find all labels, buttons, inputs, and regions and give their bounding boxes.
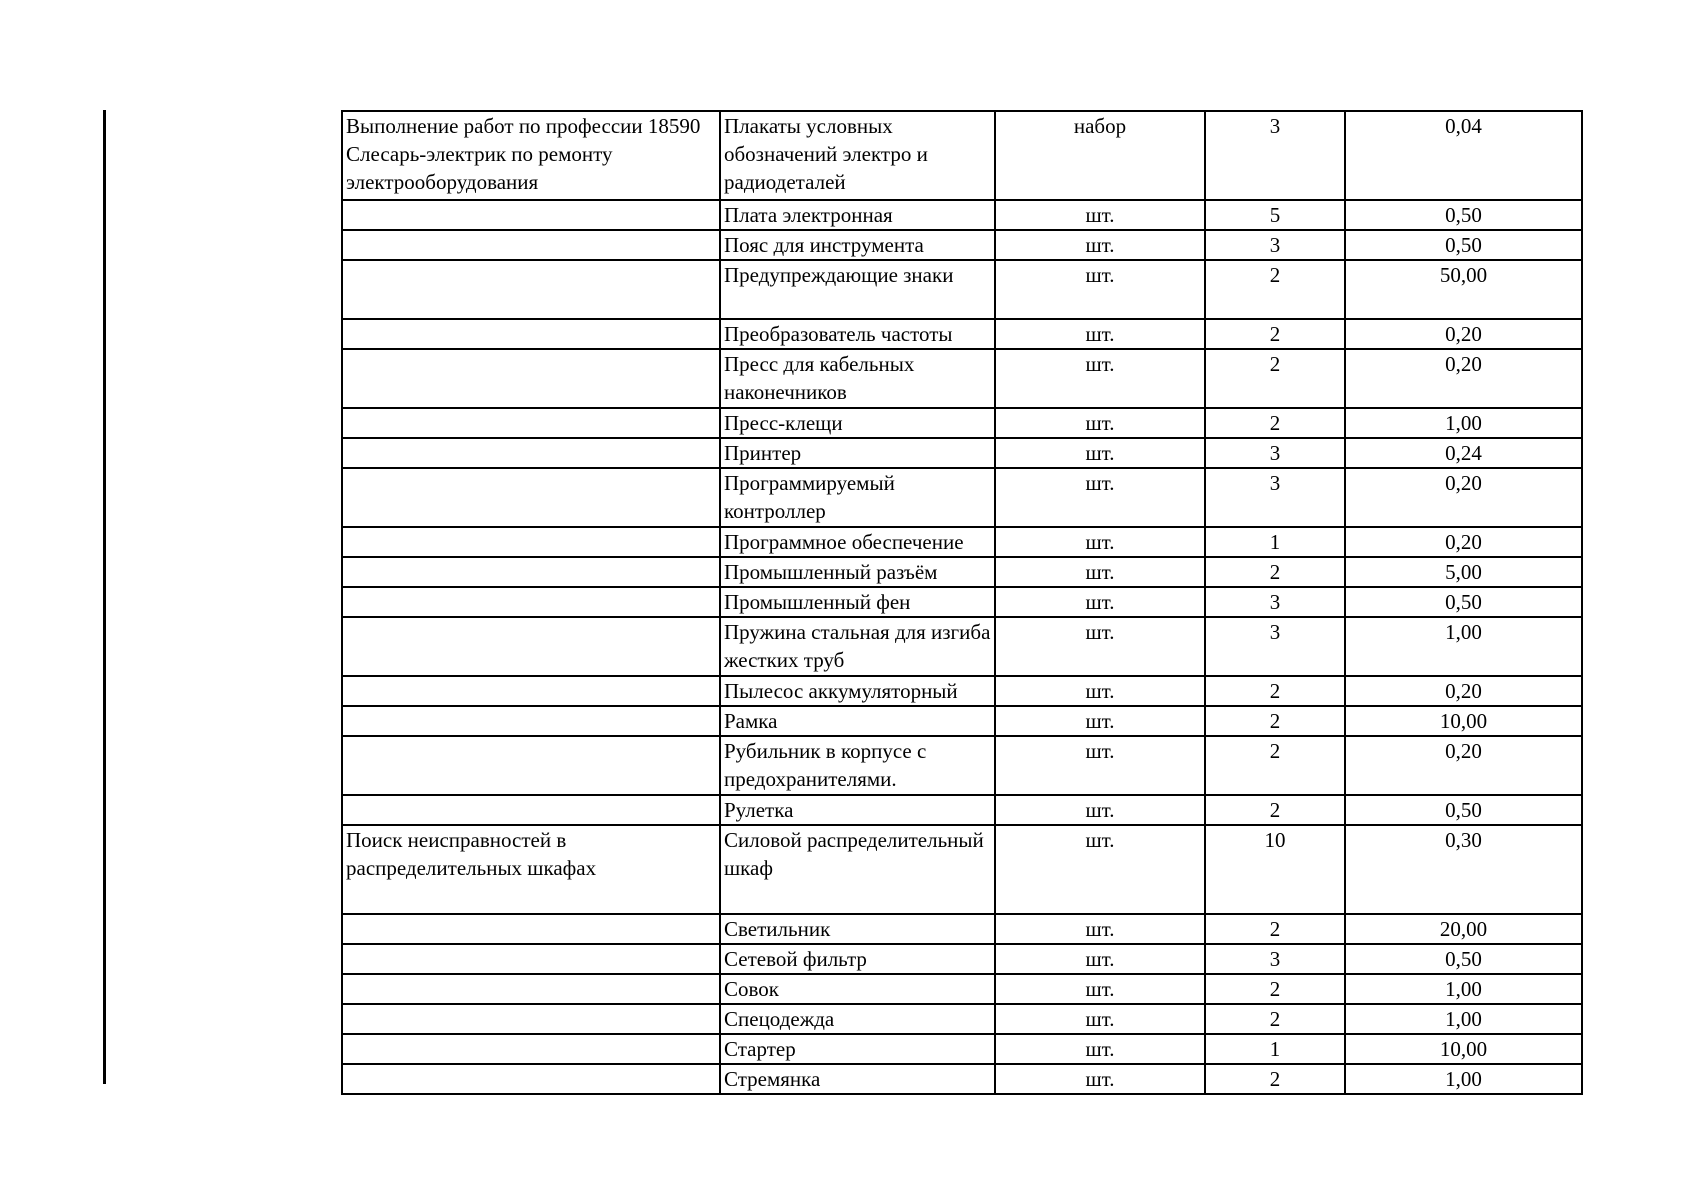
- table-row: [342, 825, 1582, 914]
- unit-cell: шт.: [995, 1034, 1205, 1064]
- norm-cell: 50,00: [1345, 260, 1582, 319]
- norm-cell: 5,00: [1345, 557, 1582, 587]
- section-cell: [342, 260, 720, 319]
- norm-cell: 0,30: [1345, 825, 1582, 914]
- item-name-cell: Пылесос аккумуляторный: [720, 676, 995, 706]
- item-name-cell: Пояс для инструмента: [720, 230, 995, 260]
- item-name-cell: Рулетка: [720, 795, 995, 825]
- section-cell: [342, 914, 720, 944]
- section-cell: [342, 617, 720, 676]
- unit-cell: шт.: [995, 944, 1205, 974]
- page-margin-line: [103, 110, 106, 1084]
- quantity-cell: 2: [1205, 1004, 1345, 1034]
- item-name-cell: Спецодежда: [720, 1004, 995, 1034]
- section-cell: Выполнение работ по профессии 18590 Слесарь-электрик по ремонту электрооборудования: [342, 111, 720, 200]
- quantity-cell: 1: [1205, 1034, 1345, 1064]
- item-name-cell: Промышленный разъём: [720, 557, 995, 587]
- section-cell: [342, 676, 720, 706]
- item-name-cell: Программное обеспечение: [720, 527, 995, 557]
- item-name-cell: Плата электронная: [720, 200, 995, 230]
- quantity-cell: 2: [1205, 557, 1345, 587]
- item-name-cell: Стремянка: [720, 1064, 995, 1094]
- unit-cell: шт.: [995, 468, 1205, 527]
- section-cell: [342, 557, 720, 587]
- norm-cell: 1,00: [1345, 1064, 1582, 1094]
- table-row: [342, 914, 1582, 944]
- quantity-cell: 3: [1205, 468, 1345, 527]
- norm-cell: 0,20: [1345, 676, 1582, 706]
- norm-cell: 0,20: [1345, 319, 1582, 349]
- unit-cell: шт.: [995, 319, 1205, 349]
- norm-cell: 0,50: [1345, 795, 1582, 825]
- norm-cell: 0,04: [1345, 111, 1582, 200]
- table-row: [342, 408, 1582, 438]
- quantity-cell: 5: [1205, 200, 1345, 230]
- unit-cell: шт.: [995, 260, 1205, 319]
- unit-cell: шт.: [995, 438, 1205, 468]
- table-row: [342, 1064, 1582, 1094]
- section-cell: [342, 349, 720, 408]
- item-name-cell: Пружина стальная для изгиба жестких труб: [720, 617, 995, 676]
- norm-cell: 1,00: [1345, 408, 1582, 438]
- item-name-cell: Плакаты условных обозначений электро и радиодеталей: [720, 111, 995, 200]
- table-row: [342, 676, 1582, 706]
- section-cell: [342, 1064, 720, 1094]
- section-cell: [342, 468, 720, 527]
- item-name-cell: Пресс для кабельных наконечников: [720, 349, 995, 408]
- quantity-cell: 3: [1205, 587, 1345, 617]
- unit-cell: шт.: [995, 527, 1205, 557]
- section-cell: [342, 200, 720, 230]
- table-row: [342, 260, 1582, 319]
- norm-cell: 0,50: [1345, 200, 1582, 230]
- item-name-cell: Рубильник в корпусе с предохранителями.: [720, 736, 995, 795]
- quantity-cell: 3: [1205, 944, 1345, 974]
- norm-cell: 0,24: [1345, 438, 1582, 468]
- norm-cell: 20,00: [1345, 914, 1582, 944]
- norm-cell: 10,00: [1345, 1034, 1582, 1064]
- unit-cell: шт.: [995, 200, 1205, 230]
- quantity-cell: 3: [1205, 111, 1345, 200]
- item-name-cell: Промышленный фен: [720, 587, 995, 617]
- table-row: [342, 557, 1582, 587]
- unit-cell: шт.: [995, 587, 1205, 617]
- table-row: [342, 795, 1582, 825]
- item-name-cell: Рамка: [720, 706, 995, 736]
- section-cell: [342, 408, 720, 438]
- norm-cell: 1,00: [1345, 974, 1582, 1004]
- quantity-cell: 3: [1205, 617, 1345, 676]
- quantity-cell: 2: [1205, 706, 1345, 736]
- table-row: [342, 974, 1582, 1004]
- table-row: [342, 468, 1582, 527]
- quantity-cell: 3: [1205, 230, 1345, 260]
- section-cell: [342, 706, 720, 736]
- section-cell: [342, 736, 720, 795]
- table-row: [342, 349, 1582, 408]
- quantity-cell: 2: [1205, 914, 1345, 944]
- quantity-cell: 2: [1205, 408, 1345, 438]
- table-row: [342, 319, 1582, 349]
- norm-cell: 0,50: [1345, 944, 1582, 974]
- item-name-cell: Силовой распределительный шкаф: [720, 825, 995, 914]
- norm-cell: 1,00: [1345, 1004, 1582, 1034]
- table-row: [342, 1034, 1582, 1064]
- unit-cell: шт.: [995, 974, 1205, 1004]
- unit-cell: шт.: [995, 736, 1205, 795]
- table-row: [342, 111, 1582, 200]
- equipment-table: [341, 110, 1583, 1095]
- table-row: [342, 617, 1582, 676]
- section-cell: [342, 527, 720, 557]
- section-cell: Поиск неисправностей в распределительных шкафах: [342, 825, 720, 914]
- table-row: [342, 944, 1582, 974]
- section-cell: [342, 438, 720, 468]
- table-row: [342, 706, 1582, 736]
- item-name-cell: Принтер: [720, 438, 995, 468]
- section-cell: [342, 587, 720, 617]
- table-row: [342, 587, 1582, 617]
- unit-cell: шт.: [995, 706, 1205, 736]
- norm-cell: 0,20: [1345, 527, 1582, 557]
- unit-cell: набор: [995, 111, 1205, 200]
- quantity-cell: 2: [1205, 349, 1345, 408]
- quantity-cell: 2: [1205, 974, 1345, 1004]
- section-cell: [342, 1004, 720, 1034]
- section-cell: [342, 1034, 720, 1064]
- unit-cell: шт.: [995, 408, 1205, 438]
- item-name-cell: Программируемый контроллер: [720, 468, 995, 527]
- unit-cell: шт.: [995, 795, 1205, 825]
- norm-cell: 0,50: [1345, 230, 1582, 260]
- table-row: [342, 527, 1582, 557]
- section-cell: [342, 944, 720, 974]
- item-name-cell: Стартер: [720, 1034, 995, 1064]
- norm-cell: 1,00: [1345, 617, 1582, 676]
- section-cell: [342, 230, 720, 260]
- quantity-cell: 1: [1205, 527, 1345, 557]
- unit-cell: шт.: [995, 349, 1205, 408]
- table-row: [342, 230, 1582, 260]
- unit-cell: шт.: [995, 617, 1205, 676]
- section-cell: [342, 319, 720, 349]
- quantity-cell: 2: [1205, 319, 1345, 349]
- quantity-cell: 3: [1205, 438, 1345, 468]
- quantity-cell: 2: [1205, 736, 1345, 795]
- quantity-cell: 2: [1205, 795, 1345, 825]
- unit-cell: шт.: [995, 1004, 1205, 1034]
- unit-cell: шт.: [995, 1064, 1205, 1094]
- quantity-cell: 10: [1205, 825, 1345, 914]
- table-row: [342, 1004, 1582, 1034]
- table-row: [342, 736, 1582, 795]
- item-name-cell: Преобразователь частоты: [720, 319, 995, 349]
- unit-cell: шт.: [995, 676, 1205, 706]
- item-name-cell: Светильник: [720, 914, 995, 944]
- item-name-cell: Пресс-клещи: [720, 408, 995, 438]
- item-name-cell: Предупреждающие знаки: [720, 260, 995, 319]
- section-cell: [342, 795, 720, 825]
- item-name-cell: Сетевой фильтр: [720, 944, 995, 974]
- table-row: [342, 438, 1582, 468]
- unit-cell: шт.: [995, 825, 1205, 914]
- quantity-cell: 2: [1205, 676, 1345, 706]
- quantity-cell: 2: [1205, 1064, 1345, 1094]
- unit-cell: шт.: [995, 230, 1205, 260]
- norm-cell: 0,20: [1345, 349, 1582, 408]
- norm-cell: 0,20: [1345, 468, 1582, 527]
- norm-cell: 0,50: [1345, 587, 1582, 617]
- item-name-cell: Совок: [720, 974, 995, 1004]
- unit-cell: шт.: [995, 557, 1205, 587]
- unit-cell: шт.: [995, 914, 1205, 944]
- norm-cell: 10,00: [1345, 706, 1582, 736]
- section-cell: [342, 974, 720, 1004]
- quantity-cell: 2: [1205, 260, 1345, 319]
- table-row: [342, 200, 1582, 230]
- norm-cell: 0,20: [1345, 736, 1582, 795]
